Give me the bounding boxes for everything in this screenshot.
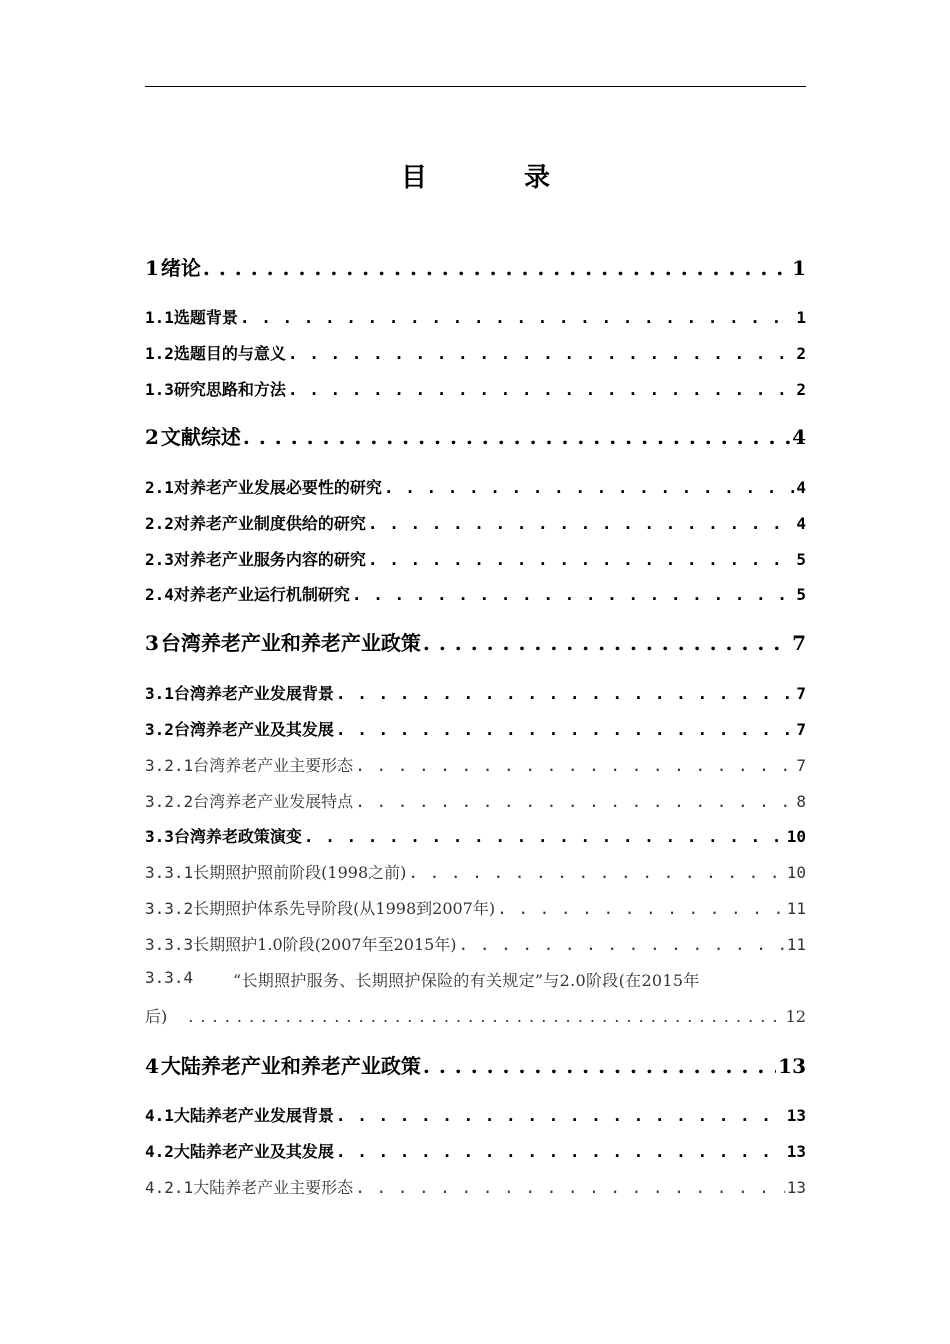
toc-entry-3-2[interactable]: 3.2 台湾养老产业及其发展 . . . 7 [145,717,806,740]
toc-entry-2-3[interactable]: 2.3 对养老产业服务内容的研究 . . . 5 [145,547,806,570]
toc-entry-4-2-1[interactable]: 4.2.1 大陆养老产业主要形态 . . . 13 [145,1175,806,1198]
toc-entry-3-2-1[interactable]: 3.2.1 台湾养老产业主要形态 . . . 7 [145,753,806,776]
leader-dots [423,631,790,655]
toc-entry-3-3-3[interactable]: 3.3.3 长期照护1.0阶段(2007年至2015年) . . . 11 [145,932,806,955]
toc-entry-3-3-1[interactable]: 3.3.1 长期照护照前阶段(1998之前) . . . 10 [145,860,806,883]
leader-dots [304,827,785,846]
toc-entry-3-3[interactable]: 3.3 台湾养老政策演变 . . . 10 [145,824,806,847]
leader-dots [336,1106,785,1125]
toc-entry-3[interactable]: 3 台湾养老产业和养老产业政策 . . . 7 [145,627,806,656]
leader-dots [368,550,794,569]
leader-dots [188,1007,783,1026]
leader-dots [288,380,794,399]
toc-entry-1-1[interactable]: 1.1 选题背景 . . . 1 [145,305,806,328]
toc-entry-1-2[interactable]: 1.2 选题目的与意义 . . . 2 [145,341,806,364]
leader-dots [243,425,790,449]
toc-title: 目 录 [400,163,595,193]
leader-dots [288,344,794,363]
toc-entry-4-1[interactable]: 4.1 大陆养老产业发展背景 . . . 13 [145,1103,806,1126]
toc-entry-2[interactable]: 2 文献综述 . . . 4 [145,421,806,450]
leader-dots [497,899,785,918]
leader-dots [355,792,794,811]
toc-entry-3-3-2[interactable]: 3.3.2 长期照护体系先导阶段(从1998到2007年) . . . 11 [145,896,806,919]
leader-dots [336,720,794,739]
leader-dots [355,1178,785,1197]
toc-entry-4[interactable]: 4 大陆养老产业和养老产业政策 . . . 13 [145,1050,806,1079]
leader-dots [355,756,794,775]
toc-entry-4-2[interactable]: 4.2 大陆养老产业及其发展 . . . 13 [145,1139,806,1162]
leader-dots [336,1142,785,1161]
leader-dots [459,935,785,954]
leader-dots [368,514,794,533]
leader-dots [203,256,790,280]
toc-entry-2-4[interactable]: 2.4 对养老产业运行机制研究 . . . 5 [145,582,806,605]
toc-entry-3-3-4-continued[interactable]: 后) . . . 12 [145,1004,806,1027]
leader-dots [423,1054,776,1078]
toc-entry-2-1[interactable]: 2.1 对养老产业发展必要性的研究 . . . 4 [145,475,806,498]
toc-entry-1-3[interactable]: 1.3 研究思路和方法 . . . 2 [145,377,806,400]
leader-dots [336,684,794,703]
toc-entry-3-2-2[interactable]: 3.2.2 台湾养老产业发展特点 . . . 8 [145,789,806,812]
toc-entry-2-2[interactable]: 2.2 对养老产业制度供给的研究 . . . 4 [145,511,806,534]
toc-entry-3-1[interactable]: 3.1 台湾养老产业发展背景 . . . 7 [145,681,806,704]
header-rule [145,86,806,87]
toc-entry-1[interactable]: 1 绪论 . . . 1 [145,252,806,281]
leader-dots [352,585,794,604]
toc-entry-3-3-4[interactable]: 3.3.4 “长期照护服务、长期照护保险的有关规定”与2.0阶段(在2015年 [145,968,700,990]
leader-dots [240,308,794,327]
leader-dots [384,478,794,497]
leader-dots [408,863,784,882]
